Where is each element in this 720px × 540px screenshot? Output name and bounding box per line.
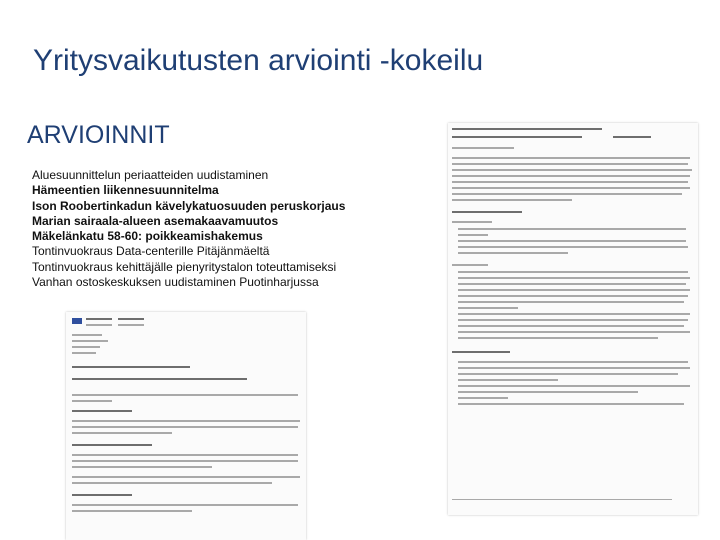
list-item: Ison Roobertinkadun kävelykatuosuuden peruskorjaus (32, 198, 346, 213)
list-item: Aluesuunnittelun periaatteiden uudistaminen (32, 168, 269, 182)
city-logo-icon (72, 318, 82, 324)
scanned-document-iso-roobertinkatu (66, 312, 306, 540)
list-item: Mäkelänkatu 58-60: poikkeamishakemus (32, 229, 263, 244)
section-heading: ARVIOINNIT (27, 121, 170, 149)
list-item: Marian sairaala-alueen asemakaavamuutos (32, 213, 279, 228)
assessment-list (32, 168, 345, 290)
list-item: Hämeentien liikennesuunnitelma (32, 183, 219, 198)
list-item: Tontinvuokraus Data-centerille Pitäjänmäeltä (32, 244, 270, 259)
slide-title: Yritysvaikutusten arviointi -kokeilu (33, 44, 484, 77)
list-item: Tontinvuokraus kehittäjälle pienyritystalon toteuttamiseksi (32, 259, 337, 274)
list-item: Vanhan ostoskeskuksen uudistaminen Puotinharjussa (32, 275, 319, 290)
scanned-document-marian-sairaala (448, 123, 698, 515)
